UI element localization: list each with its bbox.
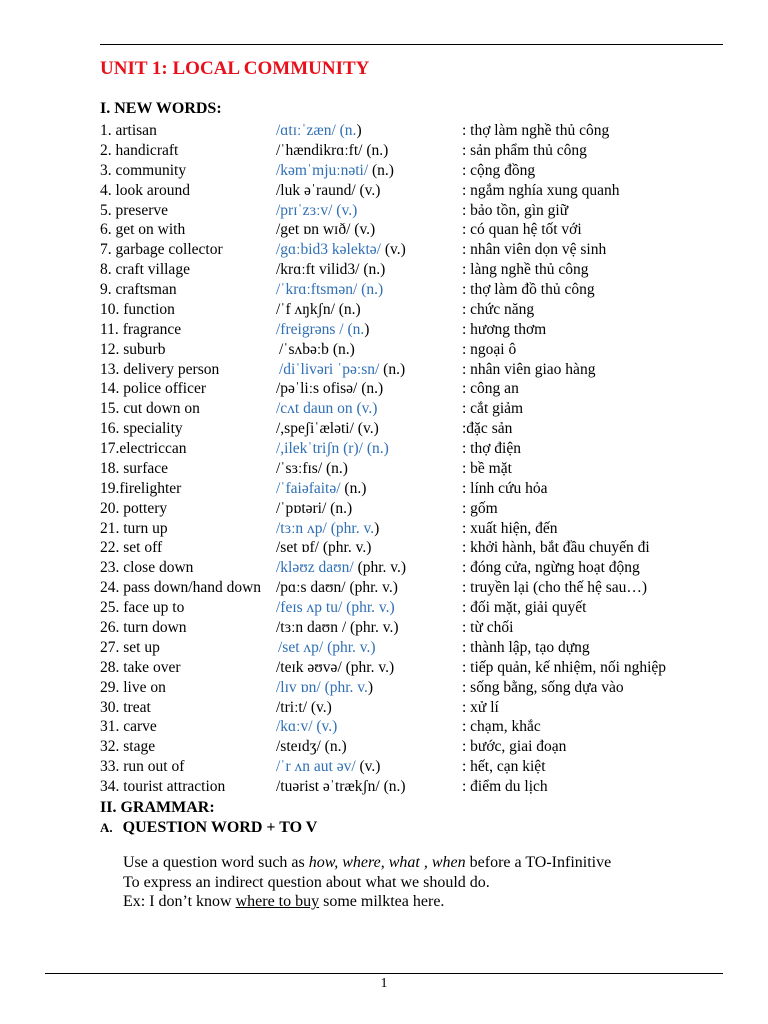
vocab-pronunciation xyxy=(276,698,332,718)
vocab-word xyxy=(100,240,223,260)
vocab-word xyxy=(100,598,184,618)
vocab-meaning: : sản phẩm thủ công xyxy=(462,141,587,159)
vocab-ipa: /cʌt daun on (v.) xyxy=(276,400,378,418)
vocab-number: 14. xyxy=(100,380,120,398)
vocab-ipa: /tɜːn ʌp/ (phr. v. xyxy=(276,519,375,537)
vocab-word-text: turn up xyxy=(123,519,168,537)
vocab-meaning: : thành lập, tạo dựng xyxy=(462,638,590,656)
vocab-word-text: pottery xyxy=(123,499,168,517)
vocab-word-text: turn down xyxy=(123,619,187,636)
vocab-pronunciation xyxy=(276,419,379,439)
vocab-number: 11. xyxy=(100,320,119,338)
vocab-ipa: /,ilekˈtriʃn (r)/ (n.) xyxy=(276,440,389,458)
vocab-pronunciation xyxy=(276,320,369,340)
vocab-word-type: (n.) xyxy=(322,459,348,477)
vocab-pronunciation xyxy=(276,777,406,797)
vocab-word-type: (n.) xyxy=(328,340,355,358)
vocab-meaning: : hết, cạn kiệt xyxy=(462,758,546,776)
vocab-word xyxy=(100,320,181,340)
vocab-word xyxy=(100,141,178,161)
grammar-subheading-title: QUESTION WORD + TO V xyxy=(122,819,318,836)
vocab-number: 6. xyxy=(100,221,112,239)
question-words-italic: how, where, what , when xyxy=(308,854,466,871)
vocab-word-type: ) xyxy=(356,122,362,139)
vocab-word-text: police officer xyxy=(123,380,207,398)
vocab-pronunciation xyxy=(276,399,377,419)
vocab-pronunciation xyxy=(276,479,366,499)
vocab-meaning: : tiếp quản, kế nhiệm, nối nghiệp xyxy=(462,658,667,676)
vocab-number: 1. xyxy=(100,122,112,139)
vocab-number: 4. xyxy=(100,181,112,199)
vocab-pronunciation xyxy=(276,598,395,618)
vocab-pronunciation xyxy=(276,519,379,539)
vocab-word xyxy=(100,717,157,737)
vocab-number: 24. xyxy=(100,579,120,597)
vocab-word-text: live on xyxy=(123,678,166,696)
vocab-word xyxy=(100,678,166,698)
vocab-ipa: /ˈpɒtəri/ xyxy=(276,499,327,517)
vocab-word xyxy=(100,777,225,797)
vocab-word xyxy=(100,439,186,459)
vocab-pronunciation xyxy=(276,678,373,698)
vocab-word xyxy=(100,698,151,718)
vocab-meaning: : gốm xyxy=(462,499,498,517)
vocab-pronunciation xyxy=(278,638,376,658)
vocab-meaning: : bề mặt xyxy=(462,459,512,477)
vocab-pronunciation xyxy=(276,459,348,479)
vocab-ipa: /krɑːft vilid3/ xyxy=(276,261,360,279)
vocab-number: 19. xyxy=(100,479,120,497)
example-pre: Ex: I don’t know xyxy=(123,893,236,910)
vocab-word-text: close down xyxy=(123,559,194,577)
footer-rule xyxy=(45,973,723,974)
vocab-word xyxy=(100,280,177,300)
vocab-pronunciation xyxy=(276,260,385,280)
vocab-ipa: /freigrəns / (n. xyxy=(276,320,365,338)
vocab-pronunciation xyxy=(276,737,347,757)
vocab-word-text: set up xyxy=(123,638,160,656)
grammar-line-1-post: before a TO-Infinitive xyxy=(465,854,612,871)
grammar-line-2: To express an indirect question about what we should do. xyxy=(123,874,490,891)
vocab-number: 8. xyxy=(100,261,112,279)
vocab-pronunciation xyxy=(276,161,394,181)
vocab-meaning: : cộng đồng xyxy=(462,161,536,179)
vocab-word xyxy=(100,737,155,757)
vocab-meaning: : lính cứu hỏa xyxy=(462,479,548,497)
vocab-number: 12. xyxy=(100,340,120,358)
vocab-ipa: /tuərist əˈtrækʃn/ xyxy=(276,778,380,796)
vocab-meaning: :đặc sản xyxy=(462,420,513,438)
vocab-number: 17. xyxy=(100,440,120,458)
vocab-pronunciation xyxy=(276,181,380,201)
vocab-word-text: pass down/hand down xyxy=(123,579,262,597)
vocab-word-text: take over xyxy=(123,658,181,676)
vocab-ipa: /prɪˈzɜːv/ (v.) xyxy=(276,201,358,219)
vocab-word-type: (v.) xyxy=(350,221,376,239)
vocab-word xyxy=(100,558,193,578)
vocab-word-type: (n.) xyxy=(320,738,347,756)
vocab-word-text: tourist attraction xyxy=(123,778,226,796)
vocab-word-type: (v.) xyxy=(355,758,381,776)
vocab-word-text: run out of xyxy=(123,758,185,776)
vocab-word xyxy=(100,519,168,539)
vocab-pronunciation xyxy=(276,201,357,221)
vocab-meaning: : điểm du lịch xyxy=(462,778,548,796)
grammar-line-1-pre: Use a question word such as xyxy=(123,854,309,871)
vocab-number: 5. xyxy=(100,201,112,219)
vocab-meaning: : từ chối xyxy=(462,619,514,636)
vocab-pronunciation xyxy=(276,300,361,320)
vocab-ipa: /triːt/ xyxy=(276,698,307,716)
vocab-word-text: cut down on xyxy=(123,400,200,418)
vocab-pronunciation xyxy=(276,658,394,678)
vocab-meaning: : công an xyxy=(462,380,519,398)
vocab-word-type: (n.) xyxy=(379,778,406,796)
vocab-ipa: /ˈsʌbəːb xyxy=(279,340,329,358)
vocab-word-text: surface xyxy=(123,459,168,477)
vocab-word xyxy=(100,757,184,777)
vocab-word-type: (n.) xyxy=(368,161,394,179)
vocab-word-type: (v.) xyxy=(353,420,379,438)
vocab-number: 13. xyxy=(100,360,120,378)
vocab-word-type: ) xyxy=(367,678,374,696)
vocab-meaning: : truyền lại (cho thế hệ sau…) xyxy=(462,579,648,597)
vocab-word-text: craft village xyxy=(115,261,190,279)
vocab-word-type: (n.) xyxy=(379,360,406,378)
vocab-ipa: /get ɒn wɪð/ xyxy=(276,221,351,239)
vocab-ipa: /tɜːn daʊn / xyxy=(276,619,347,636)
vocab-word-type: (v.) xyxy=(355,181,381,199)
vocab-ipa: /diˈlivəri ˈpəːsn/ xyxy=(279,360,380,378)
vocab-word-text: firelighter xyxy=(119,479,182,497)
vocab-number: 29. xyxy=(100,678,120,696)
vocab-word-type: ) xyxy=(364,320,370,338)
vocab-word xyxy=(100,479,181,499)
vocab-number: 9. xyxy=(100,281,112,299)
vocab-pronunciation xyxy=(276,379,383,399)
vocab-ipa: /luk əˈraund/ xyxy=(276,181,356,199)
vocab-pronunciation xyxy=(276,717,337,737)
vocab-number: 15. xyxy=(100,400,120,418)
grammar-example xyxy=(123,893,444,911)
vocab-ipa: /kləʊz daʊn/ xyxy=(276,559,354,577)
vocab-number: 27. xyxy=(100,638,120,656)
vocab-ipa: /lɪv ɒn/ (phr. v. xyxy=(276,678,368,696)
example-underlined: where to buy xyxy=(235,893,320,910)
vocab-number: 10. xyxy=(100,300,120,318)
vocab-word-text: artisan xyxy=(115,122,157,139)
vocab-word xyxy=(100,538,162,558)
vocab-meaning: : ngắm nghía xung quanh xyxy=(462,181,620,199)
vocab-pronunciation xyxy=(276,220,375,240)
vocab-pronunciation xyxy=(276,578,398,598)
vocab-ipa: /ˈfaiəfaitə/ xyxy=(276,479,341,497)
vocab-pronunciation xyxy=(276,141,388,161)
vocab-word xyxy=(100,360,219,380)
vocab-pronunciation xyxy=(279,360,405,380)
vocab-number: 21. xyxy=(100,519,120,537)
vocab-word-type: (phr. v.) xyxy=(346,619,399,636)
vocab-word-type: (phr. v.) xyxy=(318,539,372,557)
vocab-word-text: stage xyxy=(123,738,156,756)
grammar-subheading xyxy=(100,819,317,837)
grammar-subheading-letter: A. xyxy=(100,820,113,835)
vocab-pronunciation xyxy=(276,240,406,260)
vocab-meaning: : bước, giai đoạn xyxy=(462,738,567,756)
vocab-meaning: : ngoại ô xyxy=(462,340,517,358)
vocab-ipa: /pəˈliːs ofisə/ xyxy=(276,380,358,398)
vocab-ipa: /pɑːs daʊn/ xyxy=(276,579,346,597)
vocab-ipa: /ˈf ʌŋkʃn/ xyxy=(276,300,335,318)
vocab-number: 2. xyxy=(100,141,112,159)
vocab-meaning: : xuất hiện, đến xyxy=(462,519,558,537)
vocab-word-text: handicraft xyxy=(115,141,179,159)
vocab-number: 30. xyxy=(100,698,120,716)
vocab-number: 32. xyxy=(100,738,120,756)
vocab-meaning: : chức năng xyxy=(462,300,535,318)
vocab-word-text: face up to xyxy=(123,599,185,617)
vocab-pronunciation xyxy=(276,439,389,459)
vocab-word-text: community xyxy=(115,161,187,179)
vocab-word-text: electriccan xyxy=(119,440,187,458)
vocab-word xyxy=(100,578,261,598)
unit-title: UNIT 1: LOCAL COMMUNITY xyxy=(100,58,370,79)
vocab-ipa: /set ɒf/ xyxy=(276,539,319,557)
vocab-word xyxy=(100,121,157,141)
vocab-number: 34. xyxy=(100,778,120,796)
vocab-word-type: (n.) xyxy=(326,499,353,517)
vocab-meaning: : xử lí xyxy=(462,698,499,716)
vocab-meaning: : khởi hành, bắt đầu chuyến đi xyxy=(462,539,650,557)
vocab-ipa: /kɑːv/ (v.) xyxy=(276,718,338,736)
vocab-ipa: /gɑːbid3 kəlektə/ xyxy=(276,241,381,259)
vocab-ipa: /ˈkrɑːftsmən/ (n.) xyxy=(276,281,384,299)
vocab-meaning: : sống bằng, sống dựa vào xyxy=(462,678,624,696)
vocab-word-type: (phr. v.) xyxy=(345,579,398,597)
vocab-ipa: /feɪs ʌp tu/ (phr. v.) xyxy=(276,599,395,617)
vocab-ipa: /teɪk əʊvə/ xyxy=(276,658,342,676)
vocab-pronunciation xyxy=(276,618,399,638)
vocab-word-type: (v.) xyxy=(307,698,332,716)
vocab-word-text: function xyxy=(123,300,175,318)
vocab-meaning: : nhân viên dọn vệ sinh xyxy=(462,241,607,259)
vocab-word-type: (n.) xyxy=(359,261,386,279)
vocab-meaning: : làng nghề thủ công xyxy=(462,261,589,279)
vocab-word-type: ) xyxy=(374,519,380,537)
vocab-word xyxy=(100,181,190,201)
page-number: 1 xyxy=(380,976,388,991)
vocab-meaning: : thợ làm đồ thủ công xyxy=(462,281,595,299)
vocab-word-text: speciality xyxy=(123,420,183,438)
vocab-word xyxy=(100,340,165,360)
vocab-word xyxy=(100,459,168,479)
vocab-meaning: : thợ làm nghề thủ công xyxy=(462,122,610,139)
vocab-number: 26. xyxy=(100,619,120,636)
vocab-word-type: (n.) xyxy=(334,300,361,318)
vocab-pronunciation xyxy=(276,558,406,578)
vocab-ipa: /kəmˈmjuːnəti/ xyxy=(276,161,369,179)
vocab-meaning: : cắt giảm xyxy=(462,400,524,418)
vocab-word xyxy=(100,379,206,399)
vocab-ipa: /ˈr ʌn aut əv/ xyxy=(276,758,356,776)
example-post: some milktea here. xyxy=(319,893,445,910)
vocab-word-type: (n.) xyxy=(357,380,384,398)
vocab-word xyxy=(100,201,168,221)
vocab-word-type: (phr. v.) xyxy=(353,559,407,577)
vocab-pronunciation xyxy=(276,499,352,519)
vocab-word-type: (n.) xyxy=(362,141,389,159)
vocab-meaning: : hương thơm xyxy=(462,320,547,338)
vocab-word xyxy=(100,220,185,240)
vocab-word xyxy=(100,499,167,519)
vocab-pronunciation xyxy=(276,757,380,777)
vocab-word-text: fragrance xyxy=(122,320,182,338)
vocab-number: 23. xyxy=(100,559,120,577)
vocab-number: 33. xyxy=(100,758,120,776)
vocab-word-text: delivery person xyxy=(123,360,220,378)
vocab-ipa: /steɪdʒ/ xyxy=(276,738,321,756)
vocab-ipa: /,speʃiˈæləti/ xyxy=(276,420,354,438)
vocab-word-text: set off xyxy=(123,539,163,557)
vocab-meaning: : có quan hệ tốt với xyxy=(462,221,582,239)
vocab-word-type: (v.) xyxy=(380,241,406,259)
vocab-word xyxy=(100,618,187,638)
vocab-word-type: (phr. v.) xyxy=(341,658,395,676)
vocab-meaning: : chạm, khắc xyxy=(462,718,541,736)
vocab-word-text: suburb xyxy=(123,340,166,358)
vocab-word-text: preserve xyxy=(115,201,168,219)
vocab-number: 31. xyxy=(100,718,120,736)
vocab-word xyxy=(100,300,175,320)
vocab-pronunciation xyxy=(276,280,383,300)
vocab-number: 16. xyxy=(100,420,120,438)
vocab-word-text: look around xyxy=(115,181,190,199)
vocab-pronunciation xyxy=(279,340,355,360)
vocab-word xyxy=(100,161,186,181)
vocab-ipa: /ˈsɜːfɪs/ xyxy=(276,459,323,477)
vocab-number: 7. xyxy=(100,241,112,259)
vocab-word xyxy=(100,638,160,658)
vocab-word-text: treat xyxy=(123,698,151,716)
vocab-meaning: : bảo tồn, gìn giữ xyxy=(462,201,569,219)
vocab-word-text: get on with xyxy=(115,221,186,239)
vocab-number: 18. xyxy=(100,459,120,477)
vocab-word xyxy=(100,260,190,280)
vocab-meaning: : thợ điện xyxy=(462,440,521,458)
vocab-word-text: carve xyxy=(123,718,157,736)
vocab-number: 3. xyxy=(100,161,112,179)
vocab-word xyxy=(100,419,183,439)
grammar-line-1 xyxy=(123,854,611,872)
vocab-number: 22. xyxy=(100,539,120,557)
vocab-number: 25. xyxy=(100,599,120,617)
section-heading-new-words: I. NEW WORDS: xyxy=(100,100,222,117)
vocab-ipa: /set ʌp/ (phr. v.) xyxy=(278,638,376,656)
vocab-word xyxy=(100,658,180,678)
vocab-meaning: : nhân viên giao hàng xyxy=(462,360,596,378)
section-heading-grammar: II. GRAMMAR: xyxy=(100,799,215,816)
vocab-word xyxy=(100,399,200,419)
vocab-meaning: : đóng cửa, ngừng hoạt động xyxy=(462,559,640,577)
vocab-pronunciation xyxy=(276,121,362,141)
vocab-word-type: (n.) xyxy=(340,479,367,497)
vocab-word-text: craftsman xyxy=(115,281,177,299)
header-rule xyxy=(100,44,723,45)
vocab-ipa: /ɑtɪːˈzæn/ (n. xyxy=(276,122,357,139)
vocab-meaning: : đối mặt, giải quyết xyxy=(462,599,587,617)
vocab-number: 28. xyxy=(100,658,120,676)
vocab-ipa: /ˈhændikrɑːft/ xyxy=(276,141,363,159)
vocab-word-text: garbage collector xyxy=(115,241,223,259)
vocab-pronunciation xyxy=(276,538,371,558)
vocab-number: 20. xyxy=(100,499,120,517)
